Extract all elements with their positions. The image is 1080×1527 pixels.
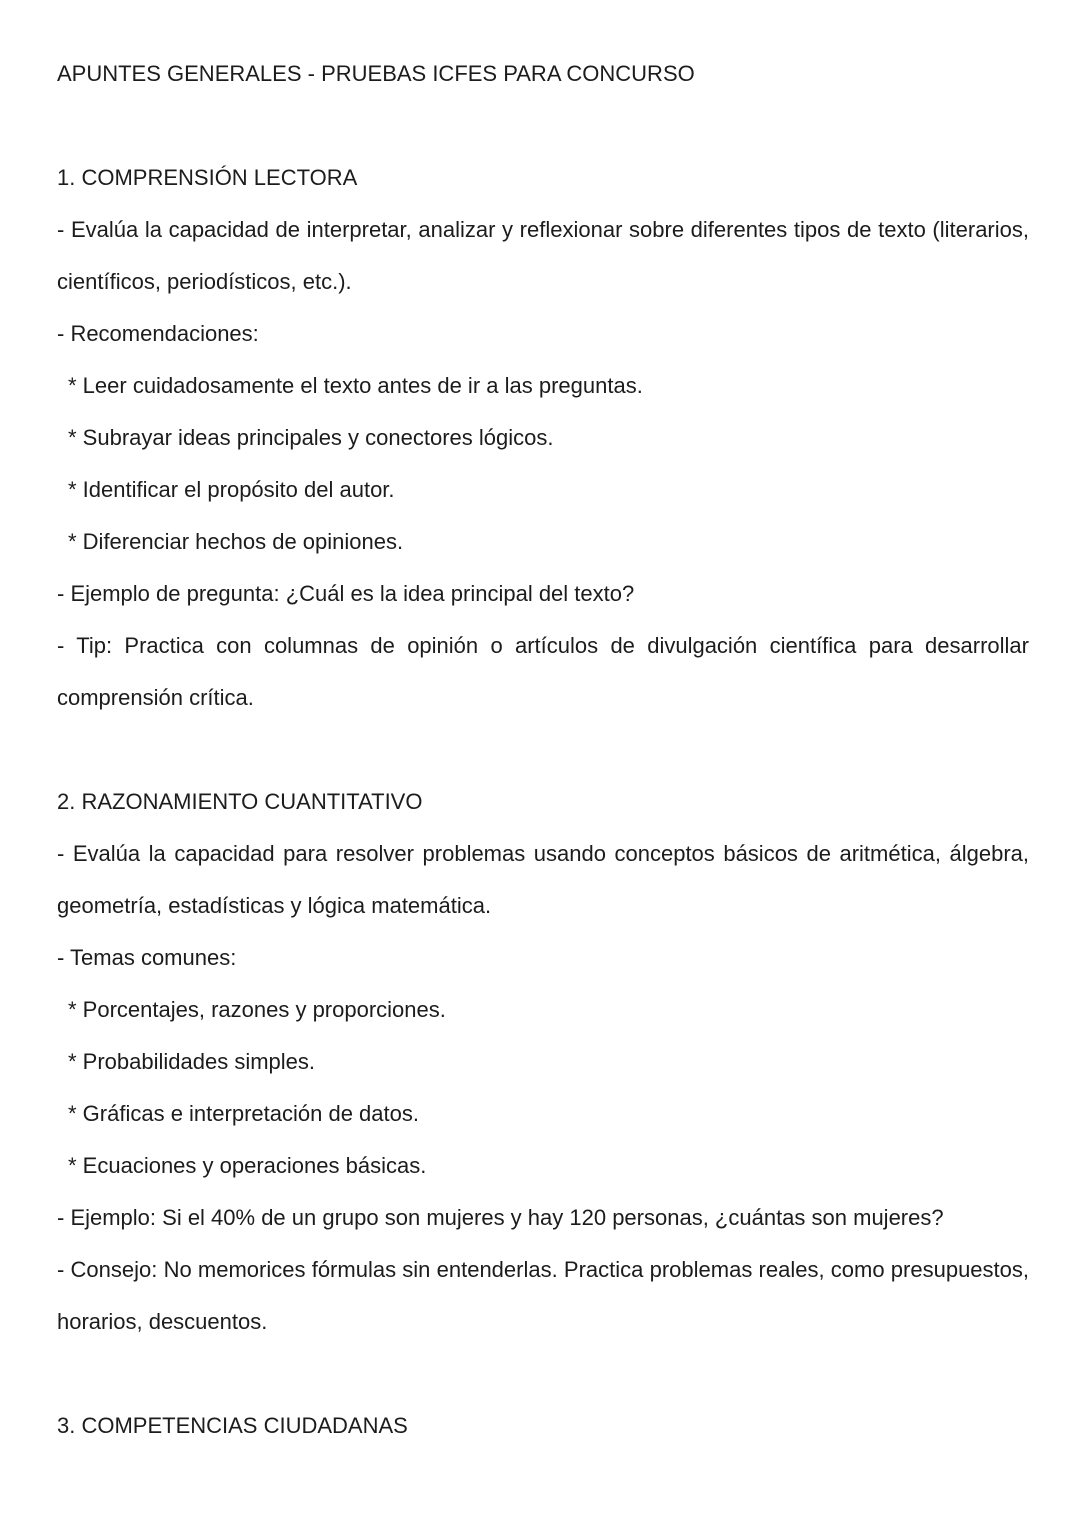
paragraph-line: - Tip: Practica con columnas de opinión o artículos de divulgación científica para desarrollar bbox=[57, 633, 1029, 658]
bullet-line: * Probabilidades simples. bbox=[68, 1049, 316, 1074]
paragraph-line: - Recomendaciones: bbox=[57, 321, 259, 346]
bullet-line: * Gráficas e interpretación de datos. bbox=[68, 1101, 419, 1126]
paragraph-line: - Consejo: No memorices fórmulas sin entenderlas. Practica problemas reales, como presupuestos, bbox=[57, 1257, 1029, 1282]
bullet-line: * Porcentajes, razones y proporciones. bbox=[68, 997, 446, 1022]
paragraph-line: - Evalúa la capacidad de interpretar, analizar y reflexionar sobre diferentes tipos de texto (literarios, bbox=[57, 217, 1029, 242]
paragraph-line: - Evalúa la capacidad para resolver problemas usando conceptos básicos de aritmética, álgebra, bbox=[57, 841, 1029, 866]
bullet-line: * Subrayar ideas principales y conectores lógicos. bbox=[68, 425, 554, 450]
section-3-heading: 3. COMPETENCIAS CIUDADANAS bbox=[57, 1413, 408, 1438]
paragraph-line: científicos, periodísticos, etc.). bbox=[57, 269, 352, 294]
bullet-line: * Identificar el propósito del autor. bbox=[68, 477, 395, 502]
paragraph-line: - Ejemplo de pregunta: ¿Cuál es la idea principal del texto? bbox=[57, 581, 635, 606]
section-1-heading: 1. COMPRENSIÓN LECTORA bbox=[57, 165, 358, 190]
paragraph-line: - Temas comunes: bbox=[57, 945, 237, 970]
paragraph-line: horarios, descuentos. bbox=[57, 1309, 268, 1334]
bullet-line: * Leer cuidadosamente el texto antes de ir a las preguntas. bbox=[68, 373, 643, 398]
section-2-heading: 2. RAZONAMIENTO CUANTITATIVO bbox=[57, 789, 423, 814]
bullet-line: * Ecuaciones y operaciones básicas. bbox=[68, 1153, 427, 1178]
paragraph-line: geometría, estadísticas y lógica matemática. bbox=[57, 893, 492, 918]
doc-title: APUNTES GENERALES - PRUEBAS ICFES PARA CONCURSO bbox=[57, 61, 695, 86]
paragraph-line: comprensión crítica. bbox=[57, 685, 254, 710]
paragraph-line: - Ejemplo: Si el 40% de un grupo son mujeres y hay 120 personas, ¿cuántas son mujeres? bbox=[57, 1205, 944, 1230]
bullet-line: * Diferenciar hechos de opiniones. bbox=[68, 529, 404, 554]
